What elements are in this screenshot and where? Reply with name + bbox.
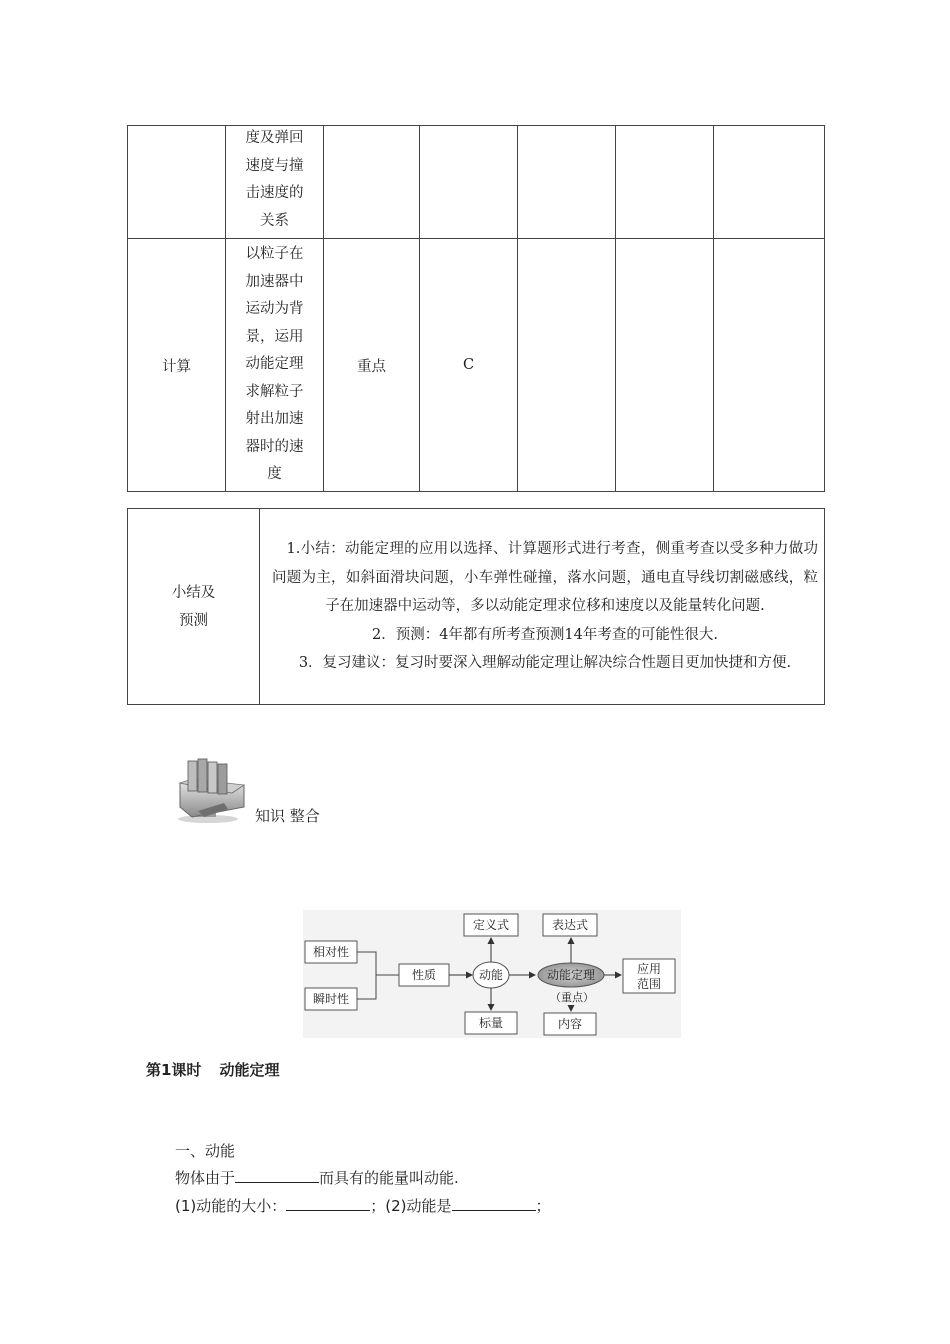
table-cell (518, 239, 616, 492)
kinetic-energy-label: 动能 (478, 968, 504, 982)
question-line (175, 1195, 551, 1216)
table-cell (714, 239, 825, 492)
cell-line: 度 (267, 466, 282, 483)
text-fragment: ；(2)动能是 (370, 1197, 452, 1215)
cell-line: 以粒子在 (245, 246, 304, 263)
definition-label: 定义式 (472, 918, 510, 932)
lesson-number: 第1课时 (146, 1061, 202, 1079)
text-fragment: 物体由于 (175, 1169, 236, 1187)
definition-line (175, 1167, 459, 1188)
table-cell: C (420, 239, 518, 492)
scope-node (623, 959, 675, 993)
text-fragment: (1)动能的大小： (175, 1197, 287, 1215)
key-point-label: （重点） (550, 991, 594, 1004)
scope-label-line: 应用 (636, 962, 662, 976)
property-label: 性质 (411, 968, 437, 982)
table-cell (324, 126, 420, 239)
table-row (128, 126, 825, 239)
cell-line: 动能定理 (245, 356, 304, 373)
fill-blank[interactable] (286, 1196, 370, 1211)
concept-diagram (303, 910, 681, 1038)
books-computer-icon (174, 755, 248, 825)
summary-label (128, 509, 260, 705)
summary-label-line: 小结及 (171, 584, 216, 601)
assessment-table (127, 125, 825, 492)
cell-line: 加速器中 (245, 273, 304, 290)
definition-node (464, 914, 518, 936)
forecast-paragraph: 2．预测：4年都有所考查预测14年考查的可能性很大. (371, 626, 718, 643)
expression-node (543, 914, 597, 936)
summary-label-line: 预测 (179, 612, 208, 629)
summary-paragraph: 1.小结：动能定理的应用以选择、计算题形式进行考查，侧重考查以受多种力做功问题为主，如斜面滑块问题，小车弹性碰撞，落水问题，通电直导线切割磁感线，粒子在加速器中运动等，多以动能定理求位移和速度以及能量转化问题. (272, 541, 818, 615)
theorem-node (538, 963, 604, 987)
table-cell (226, 239, 324, 492)
table-cell (128, 126, 226, 239)
fill-blank[interactable] (452, 1196, 536, 1211)
cell-line: 求解粒子 (245, 383, 304, 400)
advice-paragraph: 3．复习建议：复习时要深入理解动能定理让解决综合性题目更加快捷和方便. (298, 655, 792, 672)
summary-content (260, 509, 825, 705)
table-cell (714, 126, 825, 239)
section-heading: 知识 整合 (255, 807, 320, 825)
fill-blank[interactable] (235, 1168, 319, 1183)
scalar-node (465, 1012, 517, 1034)
cell-line: 度及弹回 (245, 130, 304, 146)
subsection-heading: 一、动能 (175, 1142, 236, 1160)
table-cell (518, 126, 616, 239)
table-cell: 计算 (128, 239, 226, 492)
table-cell (616, 126, 714, 239)
instant-node (305, 988, 357, 1010)
cell-line: 运动为背 (245, 301, 304, 318)
kinetic-energy-node (473, 962, 509, 988)
lesson-name: 动能定理 (219, 1061, 280, 1079)
text-fragment: ； (535, 1197, 551, 1215)
cell-line: 速度与撞 (245, 157, 304, 174)
content-node (544, 1013, 596, 1035)
scope-label-line: 范围 (636, 977, 662, 991)
instant-label: 瞬时性 (312, 992, 350, 1006)
cell-line: 击速度的 (245, 185, 304, 201)
expression-label: 表达式 (551, 918, 589, 932)
table-cell (616, 239, 714, 492)
cell-line: 器时的速 (245, 438, 304, 455)
table-cell (226, 126, 324, 239)
content-label: 内容 (557, 1017, 583, 1031)
lesson-title (146, 1059, 279, 1080)
table-row (128, 239, 825, 492)
cell-line: 景，运用 (245, 328, 304, 345)
table-cell (420, 126, 518, 239)
cell-line: 射出加速 (245, 411, 304, 428)
theorem-label: 动能定理 (546, 968, 596, 982)
table-cell: 重点 (324, 239, 420, 492)
relativity-label: 相对性 (312, 945, 350, 959)
scalar-label: 标量 (478, 1016, 504, 1030)
text-fragment: 而具有的能量叫动能. (319, 1169, 459, 1187)
summary-table (127, 508, 825, 705)
cell-line: 关系 (260, 212, 289, 229)
property-node (399, 964, 449, 986)
relativity-node (305, 941, 357, 963)
